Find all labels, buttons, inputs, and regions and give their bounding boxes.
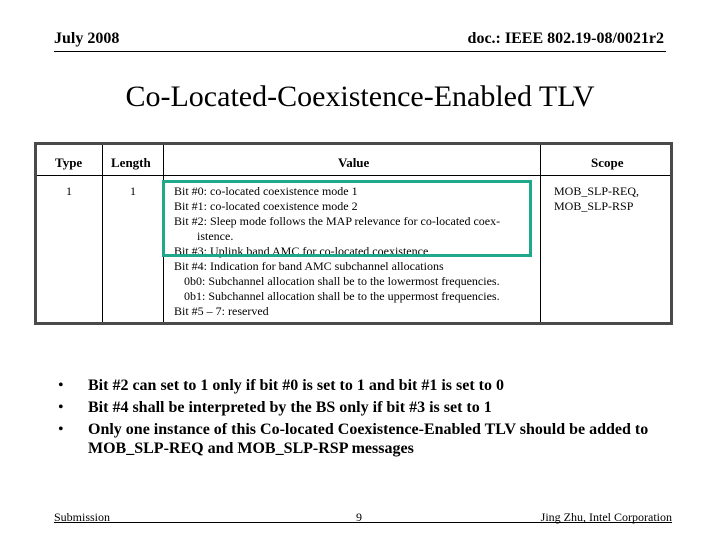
- bullet-text: Only one instance of this Co-located Coexistence-Enabled TLV should be added to MOB_SLP-REQ and MOB_SLP-RSP messages: [88, 421, 649, 457]
- footer-rule: [54, 522, 672, 523]
- value-line: Bit #3: Uplink band AMC for co-located coexistence: [174, 244, 429, 258]
- bullet-text: Bit #4 shall be interpreted by the BS only if bit #3 is set to 1: [88, 399, 492, 416]
- header-date: July 2008: [54, 30, 120, 47]
- bullet-list: [58, 376, 678, 461]
- slide-title: Co-Located-Coexistence-Enabled TLV: [125, 80, 595, 113]
- footer-author: Jing Zhu, Intel Corporation: [540, 510, 672, 524]
- highlight-box: [162, 180, 532, 257]
- header-length: Length: [111, 155, 151, 170]
- header-scope: Scope: [591, 155, 624, 170]
- cell-length: 1: [130, 184, 136, 198]
- bullet-item: [58, 376, 678, 395]
- value-line: Bit #2: Sleep mode follows the MAP relevance for co-located coex-: [174, 214, 501, 228]
- header-rule: [54, 51, 666, 52]
- header-row-divider: [37, 175, 670, 176]
- value-line: Bit #4: Indication for band AMC subchannel allocations: [174, 259, 444, 273]
- value-line: Bit #0: co-located coexistence mode 1: [174, 184, 358, 198]
- column-divider: [102, 145, 103, 322]
- value-line: Bit #1: co-located coexistence mode 2: [174, 199, 358, 213]
- tlv-table: [34, 142, 673, 325]
- value-line: Bit #5 – 7: reserved: [174, 304, 269, 318]
- value-line: 0b1: Subchannel allocation shall be to the uppermost frequencies.: [184, 289, 500, 303]
- bullet-dot: •: [58, 399, 64, 416]
- column-divider: [540, 145, 541, 322]
- bullet-text: Bit #2 can set to 1 only if bit #0 is set to 1 and bit #1 is set to 0: [88, 377, 504, 394]
- bullet-item: [58, 420, 678, 458]
- bullet-dot: •: [58, 377, 64, 394]
- cell-type: 1: [66, 184, 72, 198]
- scope-line: MOB_SLP-REQ,: [554, 184, 640, 198]
- header-doc-id: doc.: IEEE 802.19-08/0021r2: [467, 30, 664, 47]
- bullet-dot: •: [58, 421, 64, 438]
- scope-line: MOB_SLP-RSP: [554, 199, 634, 213]
- header-value: Value: [338, 155, 370, 170]
- footer-page-number: 9: [356, 510, 362, 524]
- header-type: Type: [55, 155, 83, 170]
- footer-submission: Submission: [54, 510, 111, 524]
- value-line: istence.: [197, 229, 234, 243]
- bullet-item: [58, 398, 678, 417]
- value-line: 0b0: Subchannel allocation shall be to the lowermost frequencies.: [184, 274, 500, 288]
